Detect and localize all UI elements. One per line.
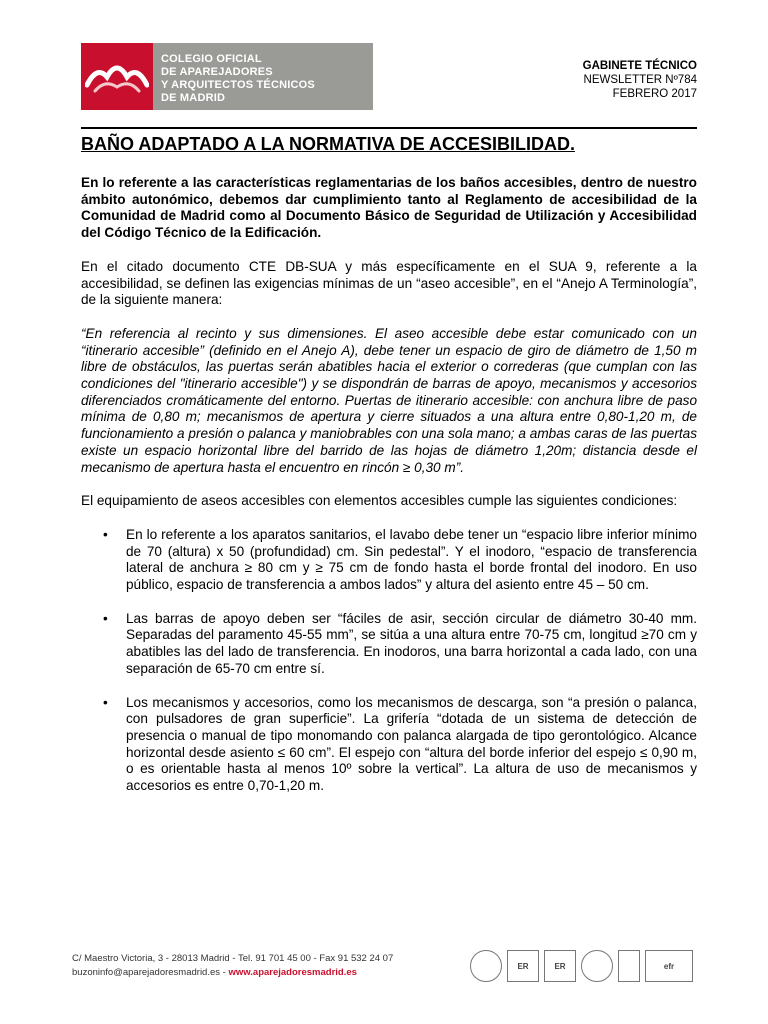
article-body	[81, 175, 697, 812]
newsletter-number: NEWSLETTER Nº784	[583, 74, 697, 86]
body-paragraph: El equipamiento de aseos accesibles con elementos accesibles cumple las siguientes condiciones:	[81, 493, 678, 509]
quoted-definition: “En referencia al recinto y sus dimensiones. El aseo accesible debe estar comunicado con un “itinerario accesible” (definido en el Anejo A), debe tener un espacio de giro de diámetro de 1,50 m libre de obstáculos, las puertas serán abatibles hacia el exterior o correderas (que cumplan con las condiciones del "itinerario accesible") y se dispondrán de barras de apoyo, mecanismos y accesorios diferenciados cromáticamente del entorno. Puertas de itinerario accesible: con anchura libre de paso mínima de 0,80 m; mecanismos de apertura y cierre situados a una altura entre 0,80-1,20 m, de funcionamiento a presión o palanca y maniobrables con una sola mano; a ambas caras de las puertas existe un espacio horizontal libre del barrido de las hojas de diámetro 1,20m; distancia desde el mecanismo de apertura hasta el encuentro en rincón ≥ 0,30 m”.	[81, 325, 697, 475]
bullet-icon: •	[103, 610, 108, 626]
footer-website-link[interactable]: www.aparejadoresmadrid.es	[228, 967, 357, 978]
intro-paragraph: En lo referente a las características reglamentarias de los baños accesibles, dentro de nuestro ámbito autonómico, debemos dar cumplimiento tanto al Reglamento de accesibilidad de la Comunidad de Madrid como al Documento Básico de Seguridad de Utilización y Accesibilidad del Código Técnico de la Edificación.	[81, 175, 697, 241]
footer-contact	[72, 952, 393, 980]
logo-emblem	[81, 43, 153, 110]
logo-text	[153, 43, 373, 110]
iqnet-certification-icon	[470, 950, 502, 982]
newsletter-header	[583, 59, 697, 101]
page-title: BAÑO ADAPTADO A LA NORMATIVA DE ACCESIBILIDAD.	[81, 134, 575, 154]
list-item-text: En lo referente a los aparatos sanitarios, el lavabo debe tener un “espacio libre inferior mínimo de 70 (altura) x 50 (profundidad) cm. Sin pedestal”. Y el inodoro, “espacio de transferencia lateral de anchura ≥ 80 cm y ≥ 75 cm de fondo hasta el borde frontal del inodoro. En uso público, espacio de transferencia a ambos lados” y altura del asiento entre 45 – 50 cm.	[126, 526, 697, 593]
logo-line: DE APAREJADORES	[161, 66, 273, 78]
list-item-text: Los mecanismos y accesorios, como los mecanismos de descarga, son “a presión o palanca, con pulsadores de gran superficie”. La grifería “dotada de un sistema de detección de presencia o manual de tipo monomando con palanca alargada de tipo gerontológico. Alcance horizontal desde asiento ≤ 60 cm”. El espejo con “altura del borde inferior del espejo ≤ 0,90 m, o es orientable hasta al menos 10º sobre la vertical”. La altura de uso de mecanismos y accesorios es entre 0,70-1,20 m.	[126, 694, 697, 794]
footer-contact-line	[72, 966, 393, 980]
efr-certification-icon: efr	[645, 950, 693, 982]
issue-date: FEBRERO 2017	[612, 88, 697, 100]
footer-address: C/ Maestro Victoria, 3 - 28013 Madrid - Tel. 91 701 45 00 - Fax 91 532 24 07	[72, 953, 394, 964]
aenor-er-certification-icon: ER	[544, 950, 576, 982]
body-paragraph: En el citado documento CTE DB-SUA y más específicamente en el SUA 9, referente a la accesibilidad, se definen las exigencias mínimas de un “aseo accesible”, en el “Anejo A Terminología”, de la siguiente manera:	[81, 258, 697, 308]
list-item-text: Las barras de apoyo deben ser “fáciles de asir, sección circular de diámetro 30-40 mm. Separadas del paramento 45-55 mm”, se sitúa a una altura entre 70-75 cm, longitud ≥70 cm y abatibles las del lado de transferencia. En inodoros, una barra horizontal a cada lado, con una separación de 65-70 cm entre sí.	[126, 610, 697, 676]
list-item	[81, 611, 697, 678]
footer-email[interactable]: buzoninfo@aparejadoresmadrid.es -	[72, 967, 229, 978]
department-label: GABINETE TÉCNICO	[582, 60, 697, 72]
aenor-er-certification-icon: ER	[507, 950, 539, 982]
organization-logo	[81, 43, 373, 110]
certification-logos	[470, 948, 700, 984]
list-item	[81, 527, 697, 594]
header-divider	[81, 127, 697, 129]
bullet-icon: •	[103, 694, 108, 710]
conditions-list	[81, 527, 697, 795]
logo-line: Y ARQUITECTOS TÉCNICOS	[161, 79, 315, 91]
list-item	[81, 695, 697, 795]
bullet-icon: •	[103, 526, 108, 542]
madrid-excelente-icon	[618, 950, 640, 982]
logo-line: COLEGIO OFICIAL	[161, 53, 262, 65]
environment-certification-icon	[581, 950, 613, 982]
logo-line: DE MADRID	[161, 92, 226, 104]
